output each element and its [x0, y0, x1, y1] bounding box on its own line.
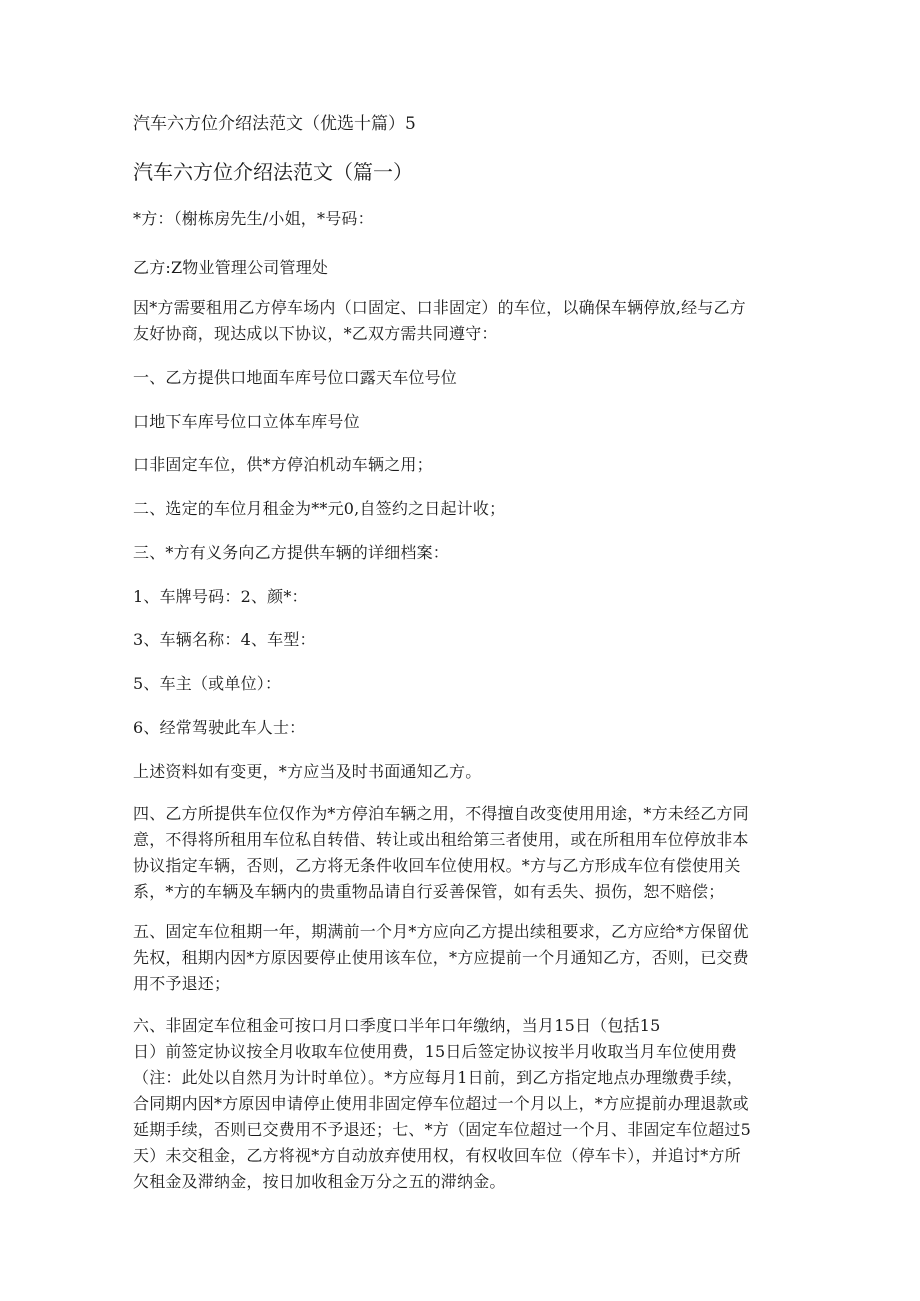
- paragraph-line: 日）前签定协议按全月收取车位使用费，15日后签定协议按半月收取当月车位使用费: [133, 1042, 737, 1061]
- paragraph: [133, 584, 793, 610]
- paragraph-line: 5、车主（或单位）：: [133, 674, 282, 693]
- paragraph-line: 欠租金及滞纳金，按日加收租金万分之五的滞纳金。: [133, 1172, 506, 1191]
- paragraph-line: 先权，租期内因*方原因要停止使用该车位，*方应提前一个月通知乙方，否则，已交费: [133, 948, 749, 967]
- paragraph-line: 合同期内因*方原因申请停止使用非固定停车位超过一个月以上，*方应提前办理退款或: [133, 1094, 749, 1113]
- paragraph-line: （注：此处以自然月为计时单位）。*方应每月1日前，到乙方指定地点办理缴费手续，: [133, 1068, 743, 1087]
- paragraph-line: 口非固定车位，供*方停泊机动车辆之用；: [133, 455, 433, 474]
- paragraph-line: 五、固定车位租期一年，期满前一个月*方应向乙方提出续租要求，乙方应给*方保留优: [133, 922, 749, 941]
- paragraph: [133, 671, 793, 697]
- paragraph-line: 协议指定车辆，否则，乙方将无条件收回车位使用权。*方与乙方形成车位有偿使用关: [133, 856, 741, 875]
- paragraph-line: 友好协商，现达成以下协议，*乙双方需共同遵守：: [133, 324, 498, 343]
- paragraph: [133, 759, 793, 785]
- paragraph: [133, 1013, 793, 1195]
- paragraph-line: 四、乙方所提供车位仅作为*方停泊车辆之用，不得擅自改变使用用途，*方未经乙方同: [133, 804, 749, 823]
- paragraph: [133, 540, 793, 566]
- paragraph-line: 乙方:Z物业管理公司管理处: [133, 258, 329, 277]
- paragraph-line: 意，不得将所租用车位私自转借、转让或出租给第三者使用，或在所租用车位停放非本: [133, 830, 749, 849]
- paragraph: [133, 295, 793, 347]
- paragraph-line: 口地下车库号位口立体车库号位: [133, 412, 360, 431]
- paragraph-line: 3、车辆名称：4、车型：: [133, 630, 316, 649]
- paragraph-line: 因*方需要租用乙方停车场内（口固定、口非固定）的车位，以确保车辆停放,经与乙方: [133, 298, 746, 317]
- paragraph-line: 1、车牌号码：2、颜*：: [133, 587, 308, 606]
- paragraph: [133, 715, 793, 741]
- paragraph: [133, 409, 793, 435]
- paragraph: [133, 496, 793, 522]
- paragraph: [133, 365, 793, 391]
- paragraph: [133, 919, 793, 997]
- paragraph: [133, 627, 793, 653]
- paragraph-line: 六、非固定车位租金可按口月口季度口半年口年缴纳，当月15日（包括15: [133, 1016, 661, 1035]
- paragraph-line: 系，*方的车辆及车辆内的贵重物品请自行妥善保管，如有丢失、损伤，恕不赔偿；: [133, 882, 725, 901]
- paragraph: [133, 255, 793, 281]
- paragraph: [133, 452, 793, 478]
- paragraph-line: 二、选定的车位月租金为**元0,自签约之日起计收；: [133, 499, 506, 518]
- paragraph-line: *方：（榭栋房先生/小姐，*号码：: [133, 209, 374, 228]
- paragraph-line: 用不予退还；: [133, 974, 231, 993]
- section-heading: 汽车六方位介绍法范文（篇一）: [133, 160, 413, 184]
- paragraph-line: 上述资料如有变更，*方应当及时书面通知乙方。: [133, 762, 482, 781]
- paragraph-line: 天）未交租金，乙方将视*方自动放弃使用权，有权收回车位（停车卡），并追讨*方所: [133, 1146, 741, 1165]
- paragraph-line: 一、乙方提供口地面车库号位口露天车位号位: [133, 368, 458, 387]
- paragraph-line: 6、经常驾驶此车人士：: [133, 718, 306, 737]
- document-title: 汽车六方位介绍法范文（优选十篇）5: [133, 114, 416, 134]
- paragraph: [133, 801, 793, 905]
- paragraph-line: 延期手续，否则已交费用不予退还；七、*方（固定车位超过一个月、非固定车位超过5: [133, 1120, 751, 1139]
- paragraph: [133, 206, 793, 232]
- paragraph-line: 三、*方有义务向乙方提供车辆的详细档案：: [133, 543, 450, 562]
